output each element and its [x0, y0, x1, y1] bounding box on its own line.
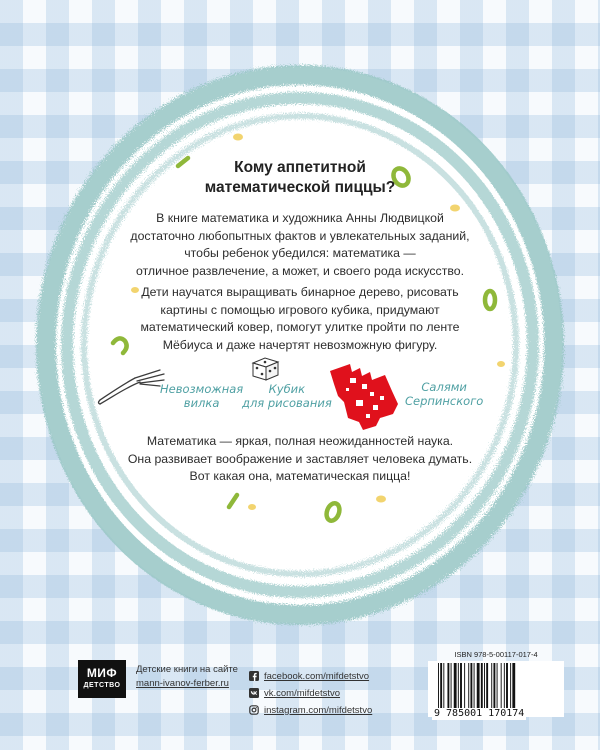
barcode-bar — [504, 663, 505, 709]
paragraph-line: Мёбиуса и даже начертят невозможную фигуру. — [162, 337, 438, 352]
barcode-bar — [506, 663, 508, 709]
caption-line: Серпинского — [405, 394, 484, 408]
barcode-bar — [451, 663, 452, 709]
barcode-bar — [491, 663, 492, 709]
barcode-bar — [464, 663, 465, 709]
paragraph-line: Дети научатся выращивать бинарное дерево, рисовать — [141, 285, 459, 299]
barcode-bar — [470, 663, 472, 709]
social-link-text: instagram.com/mifdetstvo — [264, 704, 373, 716]
publisher-logo — [78, 660, 126, 698]
paragraph-line: чтобы ребенок убедился: математика — — [184, 246, 416, 261]
paragraph-line: Математика — яркая, полная неожиданностей наука. — [146, 434, 454, 448]
headline-line: Кому аппетитной — [234, 159, 366, 176]
barcode-bar — [443, 663, 444, 709]
isbn-text: ISBN 978-5-00117-017-4 — [454, 650, 538, 659]
paragraph-line: Она развивает воображение и заставляет человека думать. — [127, 451, 473, 466]
logo-subtext: ДЕТСТВО — [83, 682, 121, 689]
caption-line: вилка — [183, 396, 220, 410]
barcode-bar — [510, 663, 511, 709]
barcode-bar — [501, 663, 502, 709]
social-link-text: facebook.com/mifdetstvo — [264, 670, 370, 682]
headline — [170, 158, 430, 198]
paragraph-line: В книге математика и художника Анны Людвицкой — [156, 211, 444, 225]
caption-line: Кубик — [268, 382, 306, 396]
fork-caption — [160, 382, 243, 410]
dice-icon — [253, 358, 278, 380]
paragraph-intro — [100, 210, 500, 280]
paragraph-line: математический ковер, помогут улитке пройти по ленте — [140, 320, 460, 335]
caption-line: Салями — [421, 380, 467, 394]
instagram-icon — [249, 705, 259, 715]
paragraph-skills — [100, 284, 500, 354]
barcode-bar — [474, 663, 475, 709]
headline-line: математической пиццы? — [204, 179, 396, 196]
barcode-bar — [484, 663, 485, 709]
social-facebook[interactable] — [249, 669, 369, 683]
barcode-bar — [493, 663, 495, 709]
barcode-bar — [497, 663, 498, 709]
dice-caption — [242, 382, 332, 410]
barcode-digits: 9 785001 170174 — [434, 708, 525, 719]
salami-caption — [405, 380, 483, 408]
social-vk[interactable] — [249, 686, 340, 700]
barcode-bar — [486, 663, 488, 709]
paragraph-line: отличное развлечение, а может, и своего рода искусство. — [136, 263, 464, 278]
vk-icon — [249, 688, 259, 698]
site-label: Детские книги на сайте — [136, 664, 238, 675]
barcode-bar — [454, 663, 457, 709]
caption-line: для рисования — [242, 396, 332, 410]
site-info — [136, 663, 238, 691]
site-link[interactable]: mann-ivanov-ferber.ru — [136, 678, 229, 689]
caption-line: Невозможная — [160, 382, 244, 396]
barcode-bar — [460, 663, 462, 709]
barcode-bar — [458, 663, 459, 709]
paragraph-conclusion — [80, 433, 520, 486]
paragraph-line: достаточно любопытных фактов и увлекательных заданий, — [130, 228, 470, 243]
paragraph-line: картины с помощью игрового кубика, придумают — [160, 302, 440, 317]
social-link-text: vk.com/mifdetstvo — [264, 687, 341, 699]
barcode-block — [428, 650, 564, 717]
logo-text: МИФ — [86, 666, 118, 680]
barcode-bar — [468, 663, 469, 709]
social-instagram[interactable] — [249, 703, 372, 717]
facebook-icon — [249, 671, 259, 681]
barcode-bar — [447, 663, 449, 709]
paragraph-line: Вот какая она, математическая пицца! — [189, 469, 411, 484]
